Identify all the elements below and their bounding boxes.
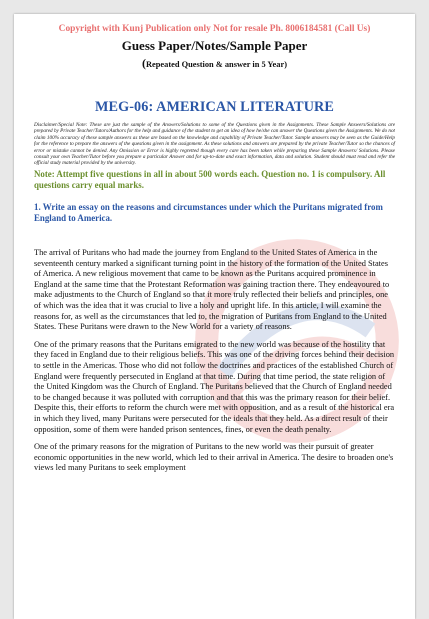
exam-note: Note: Attempt five questions in all in about 500 words each. Question no. 1 is compulsory. All questions carry equal marks. [34,169,386,190]
document-page [14,14,415,619]
copyright-banner: Copyright with Kunj Publication only Not for resale Ph. 8006184581 (Call Us) [58,24,371,34]
question-heading: 1. Write an essay on the reasons and circumstances under which the Puritans migrated from England to America. [34,202,383,223]
subtitle-text: Repeated Question & answer in 5 Year [146,60,285,69]
course-title: MEG-06: AMERICAN LITERATURE [95,99,334,115]
subtitle-open-paren: ( [142,56,146,70]
document-title: Guess Paper/Notes/Sample Paper [121,38,308,53]
answer-paragraph: One of the primary reasons for the migration of Puritans to the new world was their pursuit of greater economic opportunities in the new world, which led to their arrival in America. The desire to broaden one's views led many Puritans to seek employment [34,442,394,473]
answer-body [34,248,397,481]
document-subtitle [14,56,415,71]
subtitle-close-paren: ) [284,60,287,69]
disclaimer-text: Disclaimer/Special Note: These are just the sample of the Answers/Solutions to some of the Questions given in the Assignments. These Sample Answers/Solutions are prepared by Private Teacher/Tutors/Authors for the help and guidance of the student to get an idea of how he/she can answer the Questions given the Assignments. We do not claim 100% accuracy of these sample answers as these are based on the knowledge and capability of Private Teacher/Tutor. Sample answers may be seen as the Guide/Help for the reference to prepare the answers of the questions given in the assignment. As these solutions and answers are prepared by the private Teacher/Tutor so the chances of error or mistake cannot be denied. Any Omission or Error is highly regretted though every care has been taken while preparing these Sample Answers/ Solutions. Please consult your own Teacher/Tutor before you prepare a particular Answer and for up-to-date and exact information, data and solution. Student should must read and refer the official study material provided by the university. [34,122,395,167]
answer-paragraph: The arrival of Puritans who had made the journey from England to the United States of America in the seventeenth century marked a significant turning point in the history of the formation of the United States of America. A new religious movement that came to be known as the Puritans acquired prominence in England at the same time that the Protestant Reformation was gaining traction there. They endeavoured to make adjustments to the Church of England so that it more truly reflected their beliefs and principles, one of which was the idea that it was crucial to live a holy and upright life. In this article, I will examine the reasons for, as well as the circumstances that led to, the migration of Puritans from England to the United States. These Puritans were drawn to the New World for a variety of reasons. [34,248,390,332]
answer-paragraph: One of the primary reasons that the Puritans emigrated to the new world was because of the hostility that they faced in England due to their religious beliefs. This was one of the driving forces behind their decision to settle in the Americas. Those who did not follow the doctrines and practices of the established Church of England were frequently persecuted in England at that time. During that time period, the state religion of the United Kingdom was the Church of England. The Puritans believed that the Church of England needed to be changed because it was polluted with corruption and that this was the primary reason for their belief. Despite this, their efforts to reform the church were met with opposition, and as a result of the historical era in which they lived, many Puritans were persecuted for the ideals that they held. As a direct result of their opposition, some of them were handed prison sentences, fines, or even the death penalty. [34,339,395,434]
